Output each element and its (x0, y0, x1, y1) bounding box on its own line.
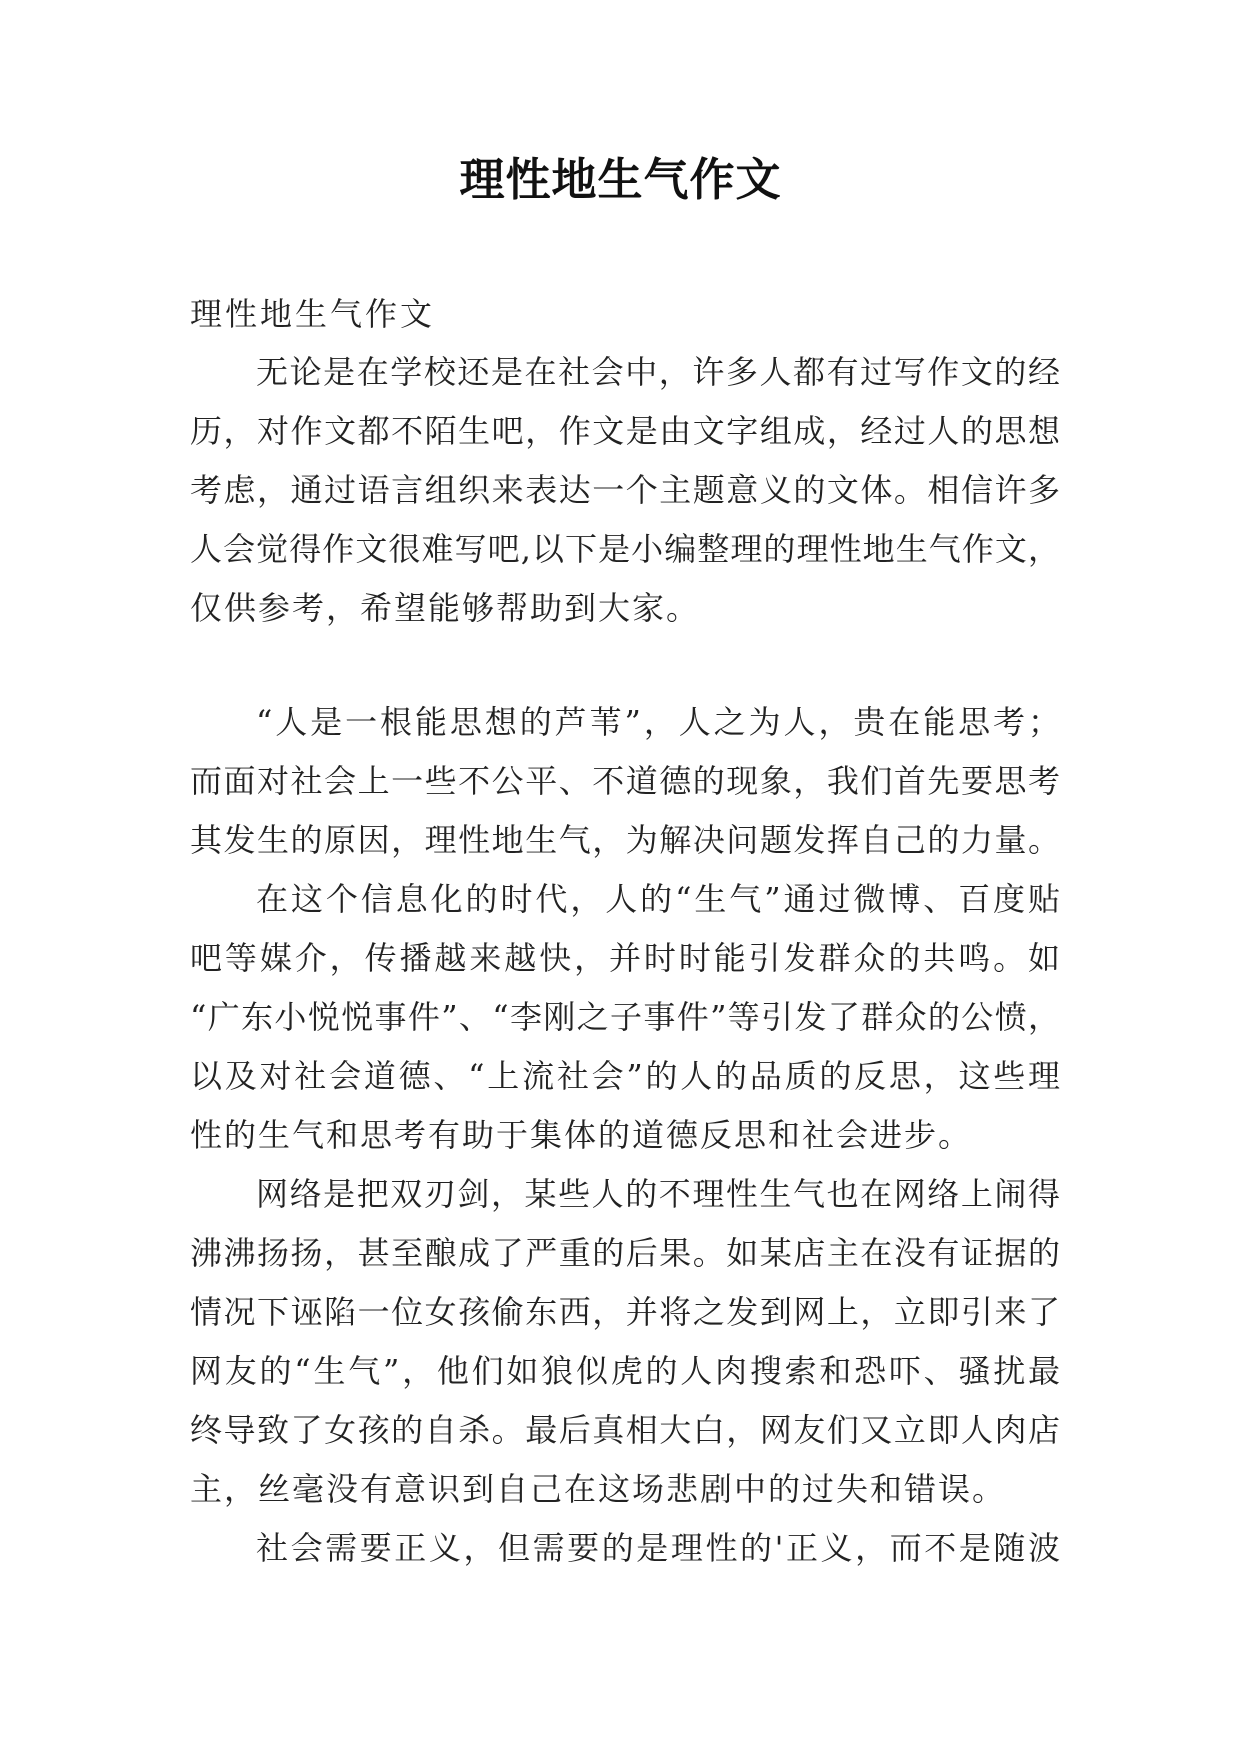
paragraph-line: 以及对社会道德、“上流社会”的人的品质的反思，这些理 (190, 1057, 1060, 1095)
paragraph-line: 终导致了女孩的自杀。最后真相大白，网友们又立即人肉店 (190, 1411, 1060, 1449)
paragraph-line: 网友的“生气”，他们如狼似虎的人肉搜索和恐吓、骚扰最 (190, 1352, 1060, 1390)
paragraph-line: 主，丝毫没有意识到自己在这场悲剧中的过失和错误。 (190, 1470, 1007, 1508)
paragraph-line: 人会觉得作文很难写吧,以下是小编整理的理性地生气作文， (190, 530, 1060, 568)
paragraph-line: 情况下诬陷一位女孩偷东西，并将之发到网上，立即引来了 (190, 1293, 1060, 1331)
paragraph-line: 历，对作文都不陌生吧，作文是由文字组成，经过人的思想 (190, 412, 1060, 450)
paragraph-line: 沸沸扬扬，甚至酿成了严重的后果。如某店主在没有证据的 (190, 1234, 1060, 1272)
paragraph-line: 在这个信息化的时代，人的“生气”通过微博、百度贴 (256, 880, 1060, 918)
paragraph-line: 仅供参考，希望能够帮助到大家。 (190, 589, 701, 627)
paragraph-line: 吧等媒介，传播越来越快，并时时能引发群众的共鸣。如 (190, 939, 1060, 977)
paragraph-line: 性的生气和思考有助于集体的道德反思和社会进步。 (190, 1116, 973, 1154)
paragraph-line: 而面对社会上一些不公平、不道德的现象，我们首先要思考 (190, 762, 1060, 800)
document-title: 理性地生气作文 (459, 153, 782, 206)
paragraph-line: 社会需要正义，但需要的是理性的'正义，而不是随波 (256, 1529, 1060, 1567)
paragraph-line: “广东小悦悦事件”、“李刚之子事件”等引发了群众的公愤， (190, 998, 1060, 1036)
document-subtitle: 理性地生气作文 (190, 295, 436, 333)
paragraph-line: “人是一根能思想的芦苇”，人之为人，贵在能思考； (256, 703, 1060, 741)
paragraph-line: 考虑，通过语言组织来表达一个主题意义的文体。相信许多 (190, 471, 1060, 509)
paragraph-line: 其发生的原因，理性地生气，为解决问题发挥自己的力量。 (190, 821, 1060, 859)
paragraph-line: 网络是把双刃剑，某些人的不理性生气也在网络上闹得 (256, 1175, 1060, 1213)
paragraph-line: 无论是在学校还是在社会中，许多人都有过写作文的经 (256, 353, 1060, 391)
